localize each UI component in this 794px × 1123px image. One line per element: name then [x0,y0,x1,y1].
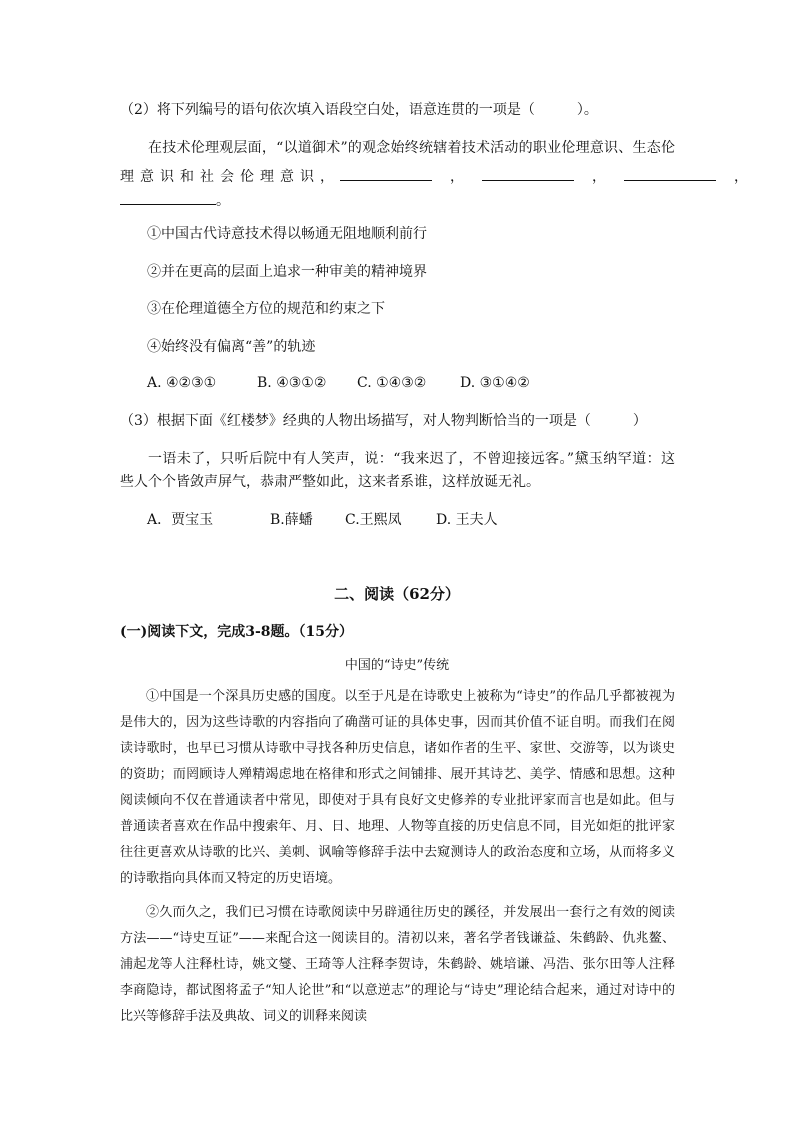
q2-line2-text: 理意识和社会伦理意识， [120,169,340,185]
q3-option-b[interactable]: B.薛蟠 [270,512,313,528]
end-mark: 。 [216,193,230,209]
passage-paragraph-2: ②久而久之，我们已习惯在诗歌阅读中另辟通往历史的蹊径，并发展出一套行之有效的阅读方法——“诗史互证”——来配合这一阅读目的。清初以来，著名学者钱谦益、朱鹤龄、仇兆鳌、浦起龙等人注释杜诗，姚文燮、王琦等人注释李贺诗，朱鹤龄、姚培谦、冯浩、张尔田等人注释李商隐诗，都试图将孟子“知人论世”和“以意逆志”的理论与“诗史”理论结合起来，通过对诗中的比兴等修辞手法及典故、词义的训释来阅读 [120,905,675,1024]
subsection-heading: (一)阅读下文，完成3-8题。（15分） [120,624,354,640]
q3-options [147,510,498,530]
q3-option-a[interactable]: A．贾宝玉 [147,512,214,528]
section-heading: 二、阅读（62分） [334,585,460,603]
q2-item-2: ②并在更高的层面上追求一种审美的精神境界 [147,264,427,280]
passage-paragraph-1: ①中国是一个深具历史感的国度。以至于凡是在诗歌史上被称为“诗史”的作品几乎都被视为是伟大的，因为这些诗歌的内容指向了确凿可证的具体史事，因而其价值不证自明。而我们在阅读诗歌时，也早已习惯从诗歌中寻找各种历史信息，诸如作者的生平、家世、交游等，以为谈史的资助；而罔顾诗人殚精竭虑地在格律和形式之间铺排、展开其诗艺、美学、情感和思想。这种阅读倾向不仅在普通读者中常见，即使对于具有良好文史修养的专业批评家而言也是如此。但与普通读者喜欢在作品中搜索年、月、日、地理、人物等直接的历史信息不同，目光如炬的批评家往往更喜欢从诗歌的比兴、美刺、讽喻等修辞手法中去窥测诗人的政治态度和立场，从而将多义的诗歌指向具体而又特定的历史语境。 [120,689,675,886]
q2-paragraph-line3 [120,190,230,211]
blank-3[interactable] [624,166,716,181]
q2-paragraph-line2 [120,166,748,187]
q2-item-3: ③在伦理道德全方位的规范和约束之下 [147,301,385,317]
q2-paragraph-line1: 在技术伦理观层面，“以道御术”的观念始终统辖着技术活动的职业伦理意识、生态伦 [148,140,675,156]
blank-1[interactable] [340,166,432,181]
q3-paragraph-line2: 些人个个皆敛声屏气，恭肃严整如此，这来者系谁，这样放诞无礼。 [120,474,540,490]
q2-stem: （2）将下列编号的语句依次填入语段空白处，语意连贯的一项是（ ）。 [120,102,598,118]
blank-4[interactable] [120,190,216,205]
passage-title: 中国的“诗史”传统 [344,658,450,673]
q2-option-d[interactable]: D. ③①④② [460,375,530,391]
q3-option-c[interactable]: C.王熙凤 [345,512,402,528]
q2-option-a[interactable]: A. ④②③① [147,375,217,391]
blank-2[interactable] [482,166,574,181]
sep-2: ， [592,169,606,185]
q3-option-d[interactable]: D. 王夫人 [436,512,498,528]
passage-body [120,684,675,1030]
q2-options [147,373,530,393]
q2-item-4: ④始终没有偏离“善”的轨迹 [147,339,316,355]
q2-item-1: ①中国古代诗意技术得以畅通无阻地顺利前行 [147,226,427,242]
q3-stem: （3）根据下面《红楼梦》经典的人物出场描写，对人物判断恰当的一项是（ ） [120,413,647,429]
q2-option-c[interactable]: C. ①④③② [357,375,427,391]
sep-3: ， [734,169,748,185]
q3-paragraph-line1: 一语未了，只听后院中有人笑声，说：“我来迟了，不曾迎接远客。”黛玉纳罕道：这 [148,451,675,467]
sep-1: ， [450,169,464,185]
q2-option-b[interactable]: B. ④③①② [257,375,327,391]
